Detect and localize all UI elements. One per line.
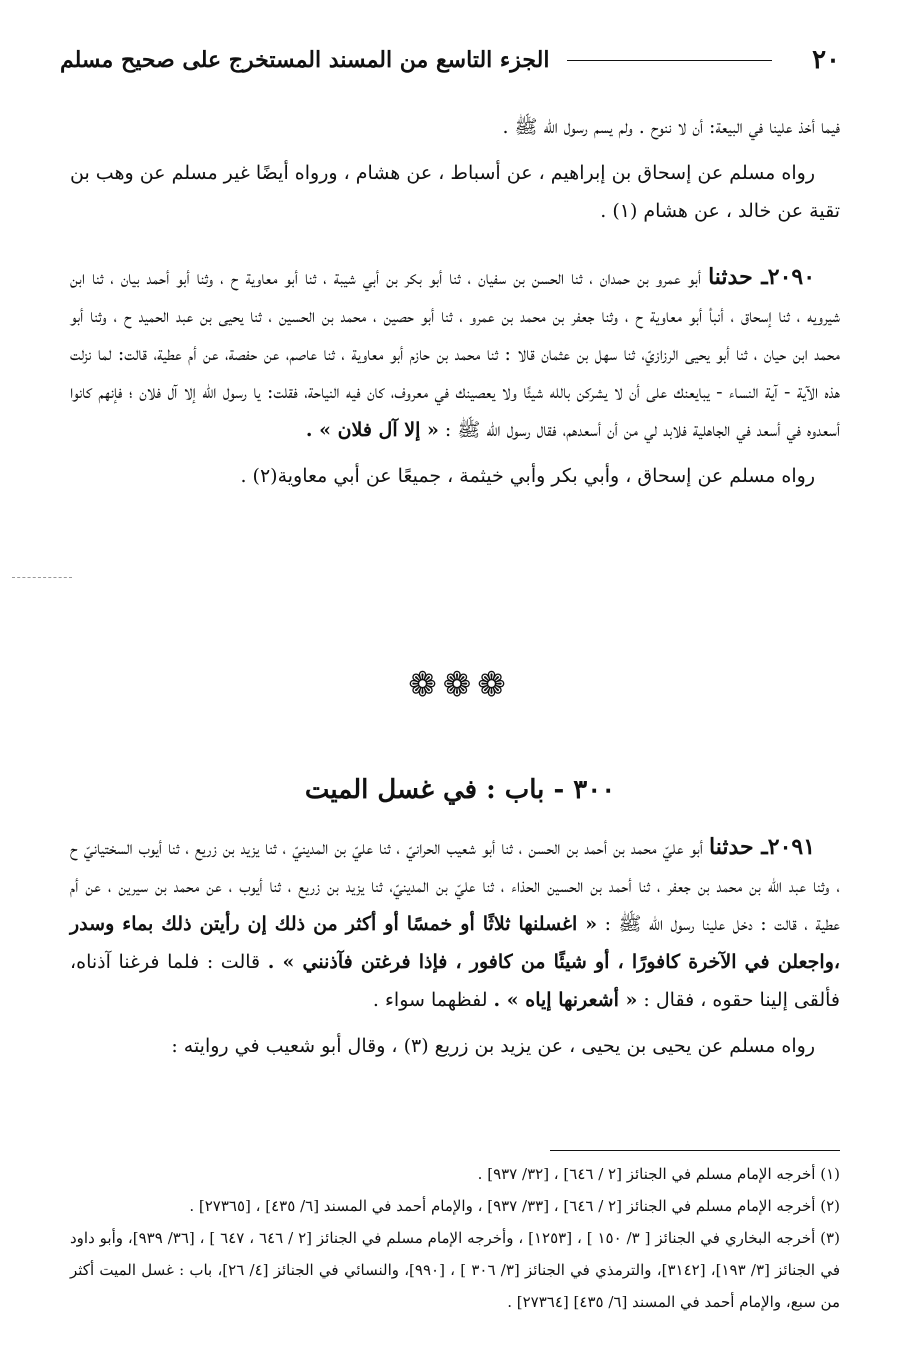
riwaya-paragraph: رواه مسلم عن يحيى بن يحيى ، عن يزيد بن زريع (٣) ، وقال أبو شعيب في روايته : (171, 1035, 815, 1057)
footnote: (٢) أخرجه الإمام مسلم في الجنائز [٢ / ٦٤٦] ، [٣٣/ ٩٣٧] ، والإمام أحمد في المسند [٦/ ٤٣٥] ، [٢٧٣٦٥] . (189, 1197, 840, 1215)
hadith-paragraph (70, 828, 840, 1019)
hadith-2091 (70, 828, 840, 1065)
block-top (70, 108, 840, 230)
riwaya-paragraph: رواه مسلم عن إسحاق ، وأبي بكر وأبي خيثمة ، جميعًا عن أبي معاوية(٢) . (240, 465, 815, 487)
haddathana-label: ـ حدثنا (709, 834, 768, 860)
footnote: (٣) أخرجه البخاري في الجنائز [ ٣/ ١٥٠ ] ، [١٢٥٣] ، وأخرجه الإمام مسلم في الجنائز [٢ / ٦٤٦ ، ٦٤٧ ] ، [٣٦/ ٩٣٩]، وأبو داود في الجنائز [٣/ ١٩٣]، [٣١٤٢]، والترمذي في الجنائز [٣/ ٣٠٦ ] ، [٩٩٠]، والنسائي في الجنائز [٤/ ٢٦]، باب : غسل الميت أكثر من سبع، والإمام أحمد في المسند [٦/ ٤٣٥] [٢٧٣٦٤] . (70, 1229, 840, 1311)
hadith-text: قالت : فلما فرغنا آذناه، فألقى إلينا حقوه ، فقال : (70, 951, 840, 1011)
footnote: (١) أخرجه الإمام مسلم في الجنائز [٢ / ٦٤٦] ، [٣٢/ ٩٣٧] . (477, 1165, 840, 1183)
hadith-text: لفظهما سواء . (372, 989, 488, 1011)
running-title: الجزء التاسع من المسند المستخرج على صحيح مسلم (60, 47, 550, 73)
text-line: فيما أخذ علينا في البيعة: أن لا ننوح . ولم يسم رسول الله ﷺ . (502, 116, 840, 138)
page-number: ٢٠ (812, 45, 840, 75)
hadith-text: أبو عليّ محمد بن أحمد بن الحسن ، ثنا أبو شعيب الحرانيّ ، ثنا عليّ بن المدينيّ ، ثنا يزيد بن زريع ، ثنا أيوب السختيانيّ ح ، وثنا عبد الله بن محمد بن جعفر ، ثنا أحمد بن الحسين الحذاء ، ثنا عليّ بن المدينيّ، ثنا يزيد بن زريع ، ثنا أيوب ، عن محمد بن سيرين ، عن أم عطية ، قالت : دخل علينا رسول الله ﷺ : (70, 837, 840, 935)
prophetic-quote: « أشعرنها إياه » . (493, 989, 638, 1011)
section-divider: ❁❁❁ (408, 665, 512, 705)
hadith-paragraph (70, 258, 840, 449)
header-rule (567, 60, 772, 61)
hadith-number: ٢٠٩٠ (767, 264, 816, 290)
footnote-rule (550, 1150, 840, 1151)
chapter-title: ٣٠٠ - باب : في غسل الميت (304, 775, 616, 805)
margin-mark (12, 577, 72, 578)
haddathana-label: ـ حدثنا (708, 264, 768, 290)
riwaya-paragraph: رواه مسلم عن إسحاق بن إبراهيم ، عن أسباط ، عن هشام ، ورواه أيضًا غير مسلم عن وهب بن تقية عن خالد ، عن هشام (١) . (70, 162, 840, 222)
hadith-2090 (70, 258, 840, 495)
hadith-text: أبو عمرو بن حمدان ، ثنا الحسن بن سفيان ، ثنا أبو بكر بن أبي شيبة ، ثنا أبو معاوية ح ، وثنا أبو أحمد بيان ، ثنا ابن شيرويه ، ثنا إسحاق ، أنبأ أبو معاوية ح ، وثنا جعفر بن محمد بن عمرو ، ثنا أبو حصين ، محمد بن الحسين ، ثنا يحيى بن عبد الحميد ح ، وثنا أبو محمد ابن حيان ، ثنا أبو يحيى الرزازيّ، ثنا سهل بن عثمان قالا : ثنا محمد بن حازم أبو معاوية ، ثنا عاصم، عن حفصة، عن أم عطية، قالت: لما نزلت هذه الآية - آية النساء - يبايعنك على أن لا يشركن بالله شيئًا ولا يعصينك في معروف، كان فيه النياحة، فقلت: يا رسول الله إلا آل فلان ؛ فإنهم كانوا أسعدوه في أسعد في الجاهلية فلابد لي من أن أسعدهم، فقال رسول الله ﷺ : (70, 267, 840, 441)
prophetic-quote: « إلا آل فلان » . (305, 419, 439, 441)
hadith-number: ٢٠٩١ (767, 834, 816, 860)
running-header (60, 40, 840, 80)
footnotes (70, 1158, 840, 1318)
prophetic-quote: « اغسلنها ثلاثًا أو خمسًا أو أكثر من ذلك إن رأيتن ذلك بماء وسدر ،واجعلن في الآخرة كافورًا ، أو شيئًا من كافور ، فإذا فرغتن فآذنني » . (70, 913, 840, 973)
